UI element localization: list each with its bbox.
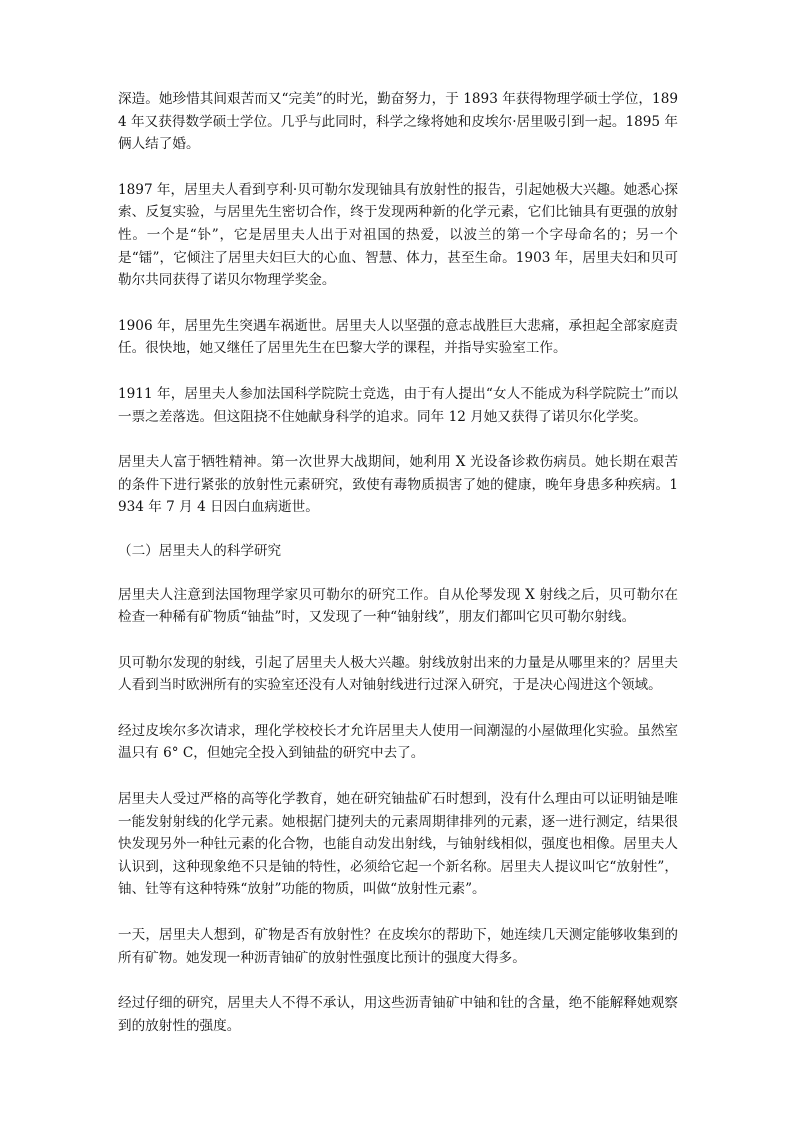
paragraph: 深造。她珍惜其间艰苦而又“完美”的时光，勤奋努力，于 1893 年获得物理学硕士学位，1894 年又获得数学硕士学位。几乎与此同时，科学之缘将她和皮埃尔·居里吸引到一起。1895 年俩人结了婚。 — [118, 91, 678, 153]
paragraph: 经过仔细的研究，居里夫人不得不承认，用这些沥青铀矿中铀和钍的含量，绝不能解释她观察到的放射性的强度。 — [118, 995, 678, 1034]
paragraph: 1911 年，居里夫人参加法国科学院院士竞选，由于有人提出“女人不能成为科学院院士”而以一票之差落选。但这阻挠不住她献身科学的追求。同年 12 月她又获得了诺贝尔化学奖。 — [118, 385, 678, 425]
paragraph: 1906 年，居里先生突遇车祸逝世。居里夫人以坚强的意志战胜巨大悲痛，承担起全部家庭责任。很快地，她又继任了居里先生在巴黎大学的课程，并指导实验室工作。 — [118, 317, 678, 357]
paragraph: 居里夫人注意到法国物理学家贝可勒尔的研究工作。自从伦琴发现 X 射线之后，贝可勒尔在检查一种稀有矿物质“铀盐”时，又发现了一种“铀射线”，朋友们都叫它贝可勒尔射线。 — [118, 586, 678, 626]
paragraph: 贝可勒尔发现的射线，引起了居里夫人极大兴趣。射线放射出来的力量是从哪里来的？居里夫人看到当时欧洲所有的实验室还没有人对铀射线进行过深入研究，于是决心闯进这个领域。 — [118, 654, 678, 694]
paragraph: 居里夫人富于牺牲精神。第一次世界大战期间，她利用 X 光设备诊救伤病员。她长期在艰苦的条件下进行紧张的放射性元素研究，致使有毒物质损害了她的健康，晚年身患多种疾病。1934 年 7 月 4 日因白血病逝世。 — [118, 454, 678, 516]
document-page — [118, 88, 678, 1037]
paragraph: 经过皮埃尔多次请求，理化学校校长才允许居里夫人使用一间潮湿的小屋做理化实验。虽然室温只有 6° C，但她完全投入到铀盐的研究中去了。 — [118, 722, 678, 762]
paragraph: 居里夫人受过严格的高等化学教育，她在研究铀盐矿石时想到，没有什么理由可以证明铀是唯一能发射射线的化学元素。她根据门捷列夫的元素周期律排列的元素，逐一进行测定，结果很快发现另外一种钍元素的化合物，也能自动发出射线，与铀射线相似，强度也相像。居里夫人认识到，这种现象绝不只是铀的特性，必须给它起一个新名称。居里夫人提议叫它“放射性”，铀、钍等有这种特殊“放射”功能的物质，叫做“放射性元素”。 — [118, 791, 678, 898]
paragraph: 一天，居里夫人想到，矿物是否有放射性？在皮埃尔的帮助下，她连续几天测定能够收集到的所有矿物。她发现一种沥青铀矿的放射性强度比预计的强度大得多。 — [118, 927, 678, 966]
section-heading: （二）居里夫人的科学研究 — [118, 542, 282, 559]
paragraph: 1897 年，居里夫人看到亨利·贝可勒尔发现铀具有放射性的报告，引起她极大兴趣。她悉心探索、反复实验，与居里先生密切合作，终于发现两种新的化学元素，它们比铀具有更强的放射性。一个是“钋”，它是居里夫人出于对祖国的热爱，以波兰的第一个字母命名的；另一个是“镭”，它倾注了居里夫妇巨大的心血、智慧、体力，甚至生命。1903 年，居里夫妇和贝可勒尔共同获得了诺贝尔物理学奖金。 — [118, 181, 678, 289]
